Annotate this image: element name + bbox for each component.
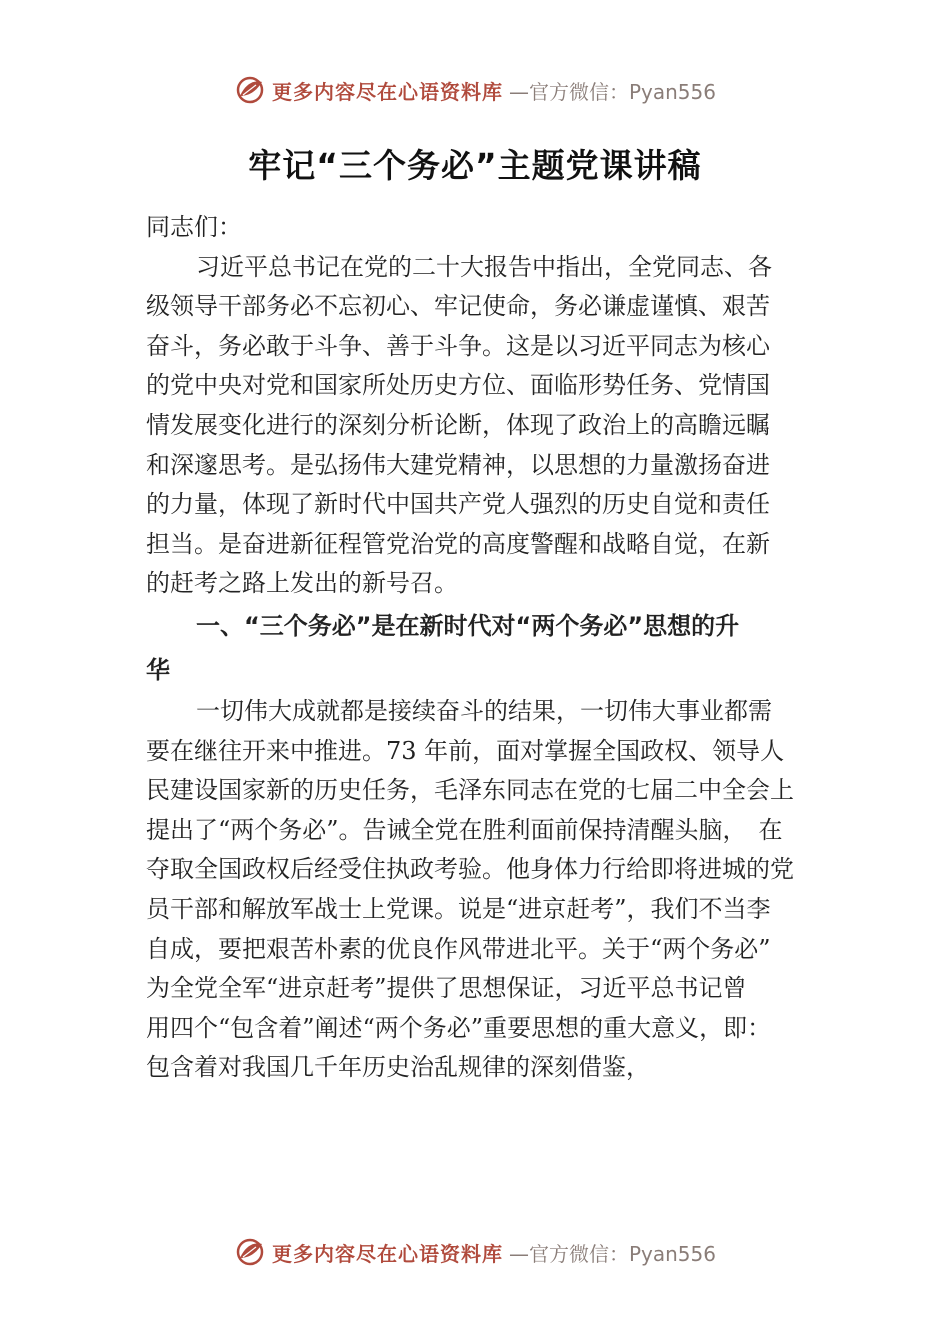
watermark-red-text: 更多内容尽在心语资料库 [271, 79, 503, 104]
paragraph-line: 民建设国家新的历史任务，毛泽东同志在党的七届二中全会上 [146, 776, 794, 805]
section-heading-1 [146, 604, 836, 692]
watermark-gray-text: —官方微信：Pyan556 [508, 1241, 716, 1266]
paragraph-line: 夺取全国政权后经受住执政考验。他身体力行给即将进城的党 [146, 855, 794, 884]
document-title: 牢记“三个务必”主题党课讲稿 [248, 146, 702, 185]
paragraph-1 [146, 248, 836, 604]
paragraph-line: 的赶考之路上发出的新号召。 [146, 569, 458, 598]
paragraph-line: 习近平总书记在党的二十大报告中指出，全党同志、各 [196, 252, 772, 281]
paragraph-line: 自成，要把艰苦朴素的优良作风带进北平。关于“两个务必” [146, 934, 771, 963]
paragraph-line: 的力量，体现了新时代中国共产党人强烈的历史自觉和责任 [146, 490, 770, 519]
paragraph-line: 奋斗，务必敢于斗争、善于斗争。这是以习近平同志为核心 [146, 331, 770, 360]
watermark-gray-text: —官方微信：Pyan556 [508, 79, 716, 104]
paragraph-line: 和深邃思考。是弘扬伟大建党精神，以思想的力量激扬奋进 [146, 450, 770, 479]
watermark-header [0, 74, 950, 106]
greeting: 同志们： [146, 213, 242, 241]
paragraph-line: 级领导干部务必不忘初心、牢记使命，务必谦虚谨慎、艰苦 [146, 292, 770, 321]
leaf-logo-icon [234, 1236, 266, 1268]
paragraph-line: 情发展变化进行的深刻分析论断，体现了政治上的高瞻远瞩 [146, 410, 770, 439]
paragraph-line: 担当。是奋进新征程管党治党的高度警醒和战略自觉，在新 [146, 529, 770, 558]
watermark-footer [0, 1236, 950, 1268]
paragraph-line: 员干部和解放军战士上党课。说是“进京赶考”，我们不当李 [146, 894, 771, 923]
paragraph-line: 一切伟大成就都是接续奋斗的结果，一切伟大事业都需 [196, 696, 772, 725]
heading-line: 华 [146, 655, 170, 684]
paragraph-line: 为全党全军“进京赶考”提供了思想保证，习近平总书记曾 [146, 974, 747, 1003]
watermark-red-text: 更多内容尽在心语资料库 [271, 1241, 503, 1266]
paragraph-2 [146, 692, 836, 1088]
heading-line: 一、“三个务必”是在新时代对“两个务必”思想的升 [196, 611, 740, 640]
document-body [146, 208, 836, 1088]
paragraph-line: 用四个“包含着”阐述“两个务必”重要思想的重大意义，即： [146, 1013, 772, 1042]
paragraph-line: 包含着对我国几千年历史治乱规律的深刻借鉴， [146, 1053, 650, 1082]
paragraph-line: 要在继往开来中推进。73 年前，面对掌握全国政权、领导人 [146, 736, 785, 765]
paragraph-line: 的党中央对党和国家所处历史方位、面临形势任务、党情国 [146, 371, 770, 400]
leaf-logo-icon [234, 74, 266, 106]
paragraph-line: 提出了“两个务必”。告诫全党在胜利面前保持清醒头脑， 在 [146, 815, 783, 844]
